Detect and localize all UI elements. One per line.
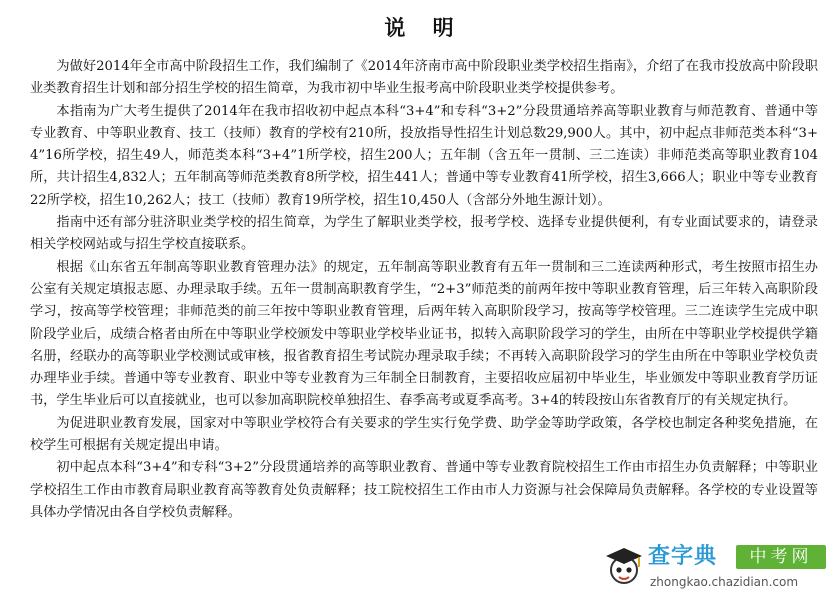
paragraph-plan-summary: 本指南为广大考生提供了2014年在我市招收初中起点本科“3+4”和专科“3+2”分段贯通培养高等职业教育与师范教育、普通中等专业教育、中等职业教育、技工（技师）教育的学校有210所，投放指导性招生计划总数29,900人。其中，初中起点非师范类本科“3+4”16所学校，招生49人，师范类本科“3+4”1所学校，招生200人；五年制（含五年一贯制、三二连读）非师范类高等职业教育104所，共计招生4,832人；五年制高等师范类教育8所学校，招生441人；普通中等专业教育41所学校，招生3,666人；职业中等专业教育22所学校，招生10,262人；技工（技师）教育19所学校，招生10,450人（含部分外地生源计划）。 (30, 103, 818, 208)
mortarboard-mascot-icon (602, 543, 646, 587)
paragraph-responsibility: 初中起点本科“3+4”和专科“3+2”分段贯通培养的高等职业教育、普通中等专业教育院校招生工作由市招生办负责解释；中等职业学校招生工作由市教育局职业教育高等教育处负责解释；技工院校招生工作由市人力资源与社会保障局负责解释。各学校的专业设置等具体办学情况由各自学校负责解释。 (30, 460, 818, 520)
page-title: 说 明 (384, 16, 464, 40)
watermark-url: zhongkao.chazidian.com (650, 575, 799, 589)
paragraph-brochures: 指南中还有部分驻济职业类学校的招生简章，为学生了解职业类学校，报考学校、选择专业提供便利，有专业面试要求的，请登录相关学校网站或与招生学校直接联系。 (30, 215, 818, 253)
paragraph-financial-aid: 为促进职业教育发展，国家对中等职业学校符合有关要求的学生实行免学费、助学金等助学政策，各学校也制定各种奖免措施，在校学生可根据有关规定提出申请。 (30, 415, 818, 454)
watermark-tag: 中考网 (736, 545, 826, 569)
paragraph-intro: 为做好2014年全市高中阶段招生工作，我们编制了《2014年济南市高中阶段职业类学校招生指南》，介绍了在我市投放高中阶段职业类教育招生计划和部分招生学校的招生简章，为我市初中毕业生报考高中阶段职业类学校提供参考。 (30, 59, 818, 97)
paragraph-five-year-rules: 根据《山东省五年制高等职业教育管理办法》的规定，五年制高等职业教育有五年一贯制和三二连读两种形式，考生按照市招生办公室有关规定填报志愿、办理录取手续。五年一贯制高职教育学生，“2+3”师范类的前两年按中等职业教育管理，后三年转入高职阶段学习，按高等学校管理；非师范类的前三年按中等职业教育管理，后两年转入高职阶段学习，按高等学校管理。三二连读学生完成中职阶段学业后，成绩合格者由所在中等职业学校颁发中等职业学校毕业证书，拟转入高职阶段学习的学生，由所在中等职业学校提供学籍名册，经联办的高等职业学校测试或审核，报省教育招生考试院办理录取手续；不再转入高职阶段学习的学生由所在中等职业学校负责办理毕业手续。普通中等专业教育、职业中等专业教育为三年制全日制教育，主要招收应届初中毕业生，毕业颁发中等职业教育学历证书，学生毕业后可以直接就业，也可以参加高职院校单独招生、春季高考或夏季高考。3+4的转段按山东省教育厅的有关规定执行。 (30, 259, 818, 409)
watermark (602, 543, 830, 593)
watermark-brand: 查字典 (648, 544, 718, 569)
